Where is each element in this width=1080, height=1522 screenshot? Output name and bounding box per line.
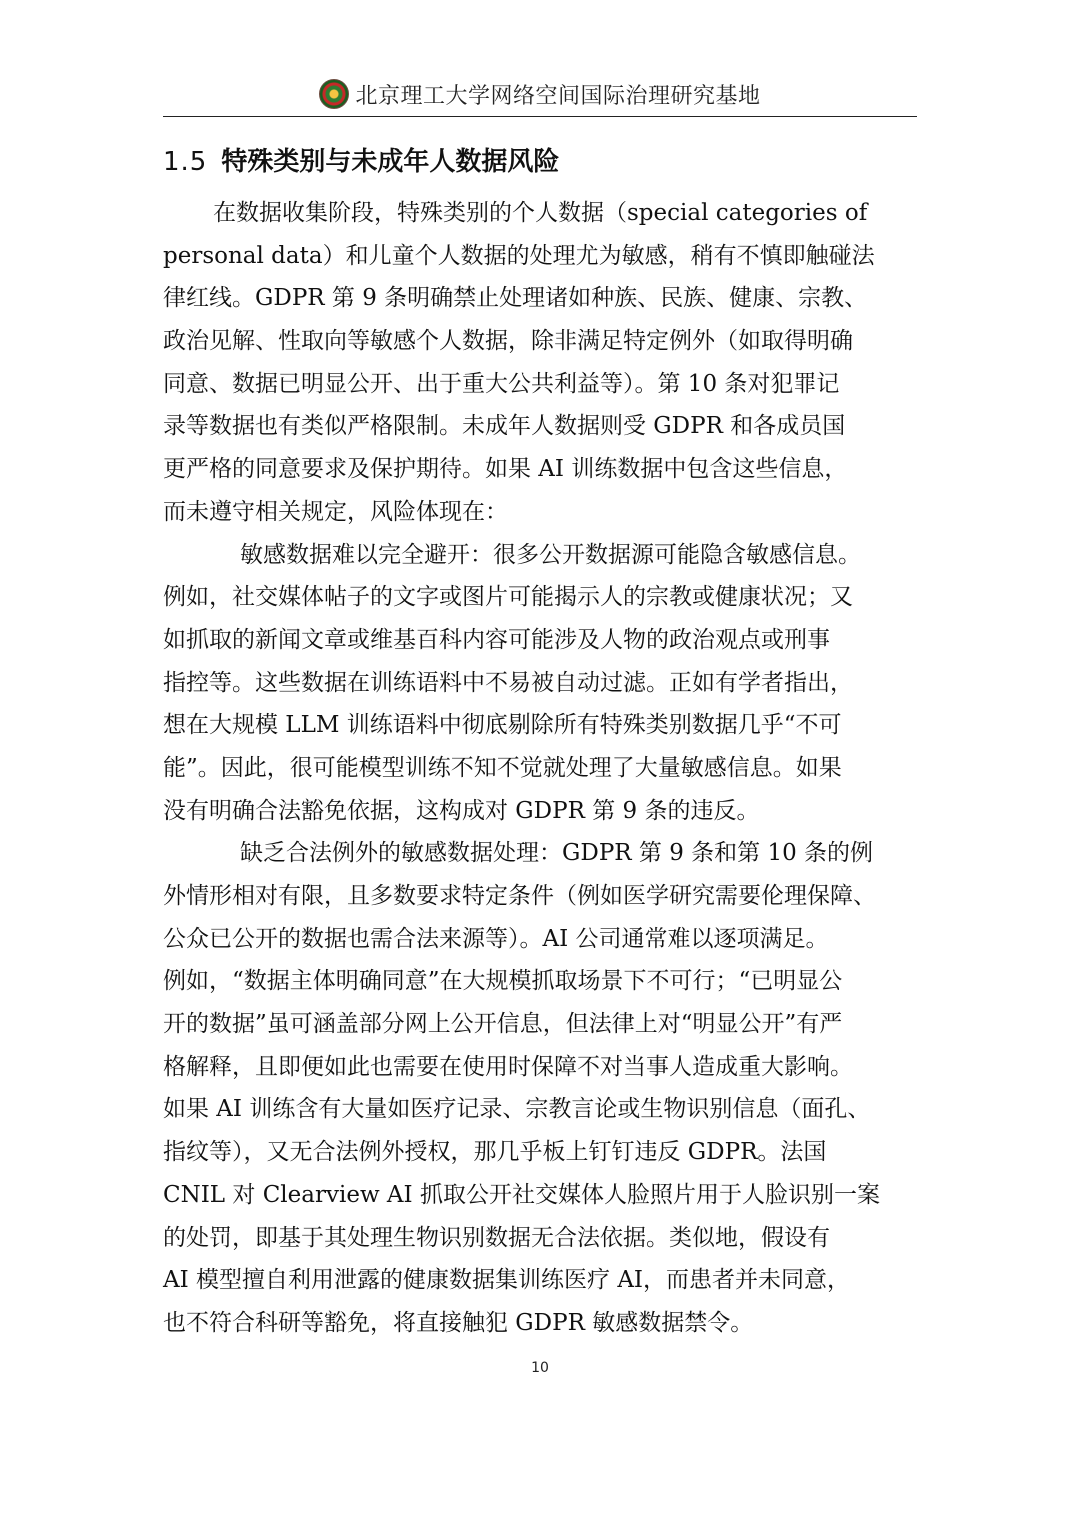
paragraph-line: 如果 AI 训练含有大量如医疗记录、宗教言论或生物识别信息（面孔、 — [163, 1096, 871, 1123]
paragraph-line: 能”。因此，很可能模型训练不知不觉就处理了大量敏感信息。如果 — [163, 754, 842, 781]
header-institution-name: 北京理工大学网络空间国际治理研究基地 — [355, 83, 761, 109]
paragraph-line: 也不符合科研等豁免，将直接触犯 GDPR 敏感数据禁令。 — [163, 1309, 754, 1336]
section-heading — [163, 140, 917, 184]
paragraph-line: AI 模型擅自利用泄露的健康数据集训练医疗 AI，而患者并未同意， — [163, 1267, 851, 1294]
page-number: 10 — [531, 1360, 549, 1376]
paragraph-line: 敏感数据难以完全避开：很多公开数据源可能隐含敏感信息。 — [240, 541, 861, 568]
header-divider — [163, 116, 917, 117]
paragraph-line: 例如，“数据主体明确同意”在大规模抓取场景下不可行；“已明显公 — [163, 968, 843, 995]
paragraph-line: 而未遵守相关规定，风险体现在： — [163, 498, 508, 525]
section-title: 特殊类别与未成年人数据风险 — [221, 147, 560, 177]
paragraph-line: 的处罚，即基于其处理生物识别数据无合法依据。类似地，假设有 — [163, 1224, 830, 1251]
paragraph-line: 没有明确合法豁免依据，这构成对 GDPR 第 9 条的违反。 — [163, 797, 760, 824]
paragraph-line: 缺乏合法例外的敏感数据处理：GDPR 第 9 条和第 10 条的例 — [240, 840, 874, 867]
paragraph-line: 更严格的同意要求及保护期待。如果 AI 训练数据中包含这些信息， — [163, 456, 848, 483]
paragraph-line: 录等数据也有类似严格限制。未成年人数据则受 GDPR 和各成员国 — [163, 413, 846, 440]
paragraph-line: 例如，社交媒体帖子的文字或图片可能揭示人的宗教或健康状况；又 — [163, 584, 853, 611]
paragraph-line: 公众已公开的数据也需合法来源等）。AI 公司通常难以逐项满足。 — [163, 925, 829, 952]
page-header — [163, 72, 917, 116]
paragraph-line: 格解释，且即便如此也需要在使用时保障不对当事人造成重大影响。 — [163, 1053, 853, 1080]
paragraph-line: 外情形相对有限，且多数要求特定条件（例如医学研究需要伦理保障、 — [163, 883, 876, 909]
paragraph-line: 指控等。这些数据在训练语料中不易被自动过滤。正如有学者指出， — [163, 669, 853, 696]
paragraph-line: personal data）和儿童个人数据的处理尤为敏感，稍有不慎即触碰法 — [163, 242, 875, 269]
paragraph-line: 在数据收集阶段，特殊类别的个人数据（special categories of — [213, 200, 868, 226]
paragraph-line: 想在大规模 LLM 训练语料中彻底剔除所有特殊类别数据几乎“不可 — [163, 712, 842, 739]
paragraph-line: 政治见解、性取向等敏感个人数据，除非满足特定例外（如取得明确 — [163, 328, 853, 355]
paragraph-line: 律红线。GDPR 第 9 条明确禁止处理诸如种族、民族、健康、宗教、 — [163, 285, 868, 312]
paragraph-line: 同意、数据已明显公开、出于重大公共利益等）。第 10 条对犯罪记 — [163, 370, 840, 397]
institution-emblem-icon — [319, 79, 349, 109]
paragraph-line: CNIL 对 Clearview AI 抓取公开社交媒体人脸照片用于人脸识别一案 — [163, 1181, 880, 1208]
section-number: 1.5 — [163, 147, 208, 177]
paragraph-line: 开的数据”虽可涵盖部分网上公开信息，但法律上对“明显公开”有严 — [163, 1011, 843, 1038]
paragraph-line: 如抓取的新闻文章或维基百科内容可能涉及人物的政治观点或刑事 — [163, 626, 830, 653]
paragraph-line: 指纹等），又无合法例外授权，那几乎板上钉钉违反 GDPR。法国 — [163, 1139, 827, 1166]
body-text — [163, 192, 923, 1345]
